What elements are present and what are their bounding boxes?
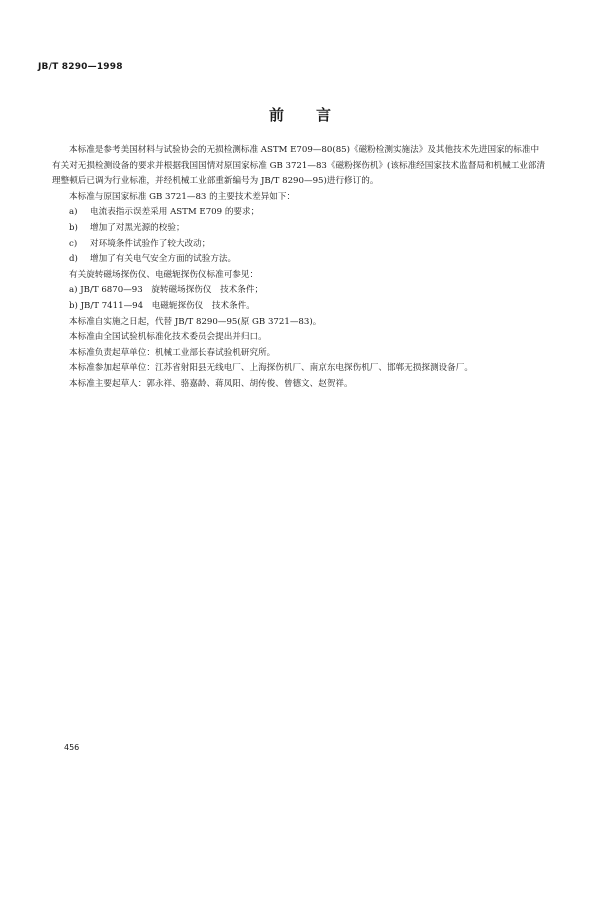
page-title — [0, 104, 600, 125]
diff-item-marker: c) — [69, 238, 78, 249]
responsible-paragraph: 本标准负责起草单位：机械工业部长春试验机研究所。 — [69, 347, 276, 358]
title-char-2: 言 — [316, 106, 332, 124]
standard-code-header: JB/T 8290—1998 — [38, 62, 123, 72]
diff-item-b — [52, 221, 547, 237]
diff-item-text: 增加了对黑光源的校验； — [90, 222, 185, 233]
diff-item-text: 对环境条件试验作了较大改动； — [90, 238, 211, 249]
diff-intro-paragraph: 本标准与原国家标准 GB 3721—83 的主要技术差异如下： — [69, 191, 296, 202]
page-number: 456 — [64, 743, 80, 752]
diff-item-c — [52, 237, 547, 253]
preface-body — [52, 143, 547, 393]
title-char-1: 前 — [268, 106, 284, 124]
drafters-paragraph: 本标准主要起草人：郭永祥、骆嘉龄、蒋凤阳、胡传俊、曾德文、赵贺祥。 — [69, 378, 353, 389]
diff-item-marker: b) — [69, 222, 78, 233]
diff-item-marker: d) — [69, 254, 78, 265]
proposed-paragraph: 本标准由全国试验机标准化技术委员会提出并归口。 — [69, 332, 267, 343]
ref-item-b: b) JB/T 7411—94 电磁轭探伤仪 技术条件。 — [69, 300, 255, 311]
replace-paragraph: 本标准自实施之日起，代替 JB/T 8290—95(原 GB 3721—83)。 — [69, 316, 322, 327]
ref-intro-paragraph: 有关旋转磁场探伤仪、电磁轭探伤仪标准可参见： — [69, 269, 259, 280]
diff-item-a — [52, 205, 547, 221]
diff-item-text: 电流表指示误差采用 ASTM E709 的要求； — [90, 207, 260, 218]
diff-item-text: 增加了有关电气安全方面的试验方法。 — [90, 254, 237, 265]
diff-item-marker: a) — [69, 207, 78, 218]
ref-item-a: a) JB/T 6870—93 旋转磁场探伤仪 技术条件； — [69, 285, 264, 296]
participants-paragraph: 本标准参加起草单位：江苏省射阳县无线电厂、上海探伤机厂、南京东电探伤机厂、邯郸无损探测设备厂。 — [69, 363, 473, 374]
diff-item-d — [52, 252, 547, 268]
intro-paragraph: 本标准是参考美国材料与试验协会的无损检测标准 ASTM E709—80(85)《磁粉检测实施法》及其他技术先进国家的标准中有关对无损检测设备的要求并根据我国国情对原国家标准 GB 3721—83《磁粉探伤机》(该标准经国家技术监督局和机械工业部清理整顿后已调为行业标准，并经机械工业部重新编号为 JB/T 8290—95)进行修订的。 — [52, 145, 546, 187]
